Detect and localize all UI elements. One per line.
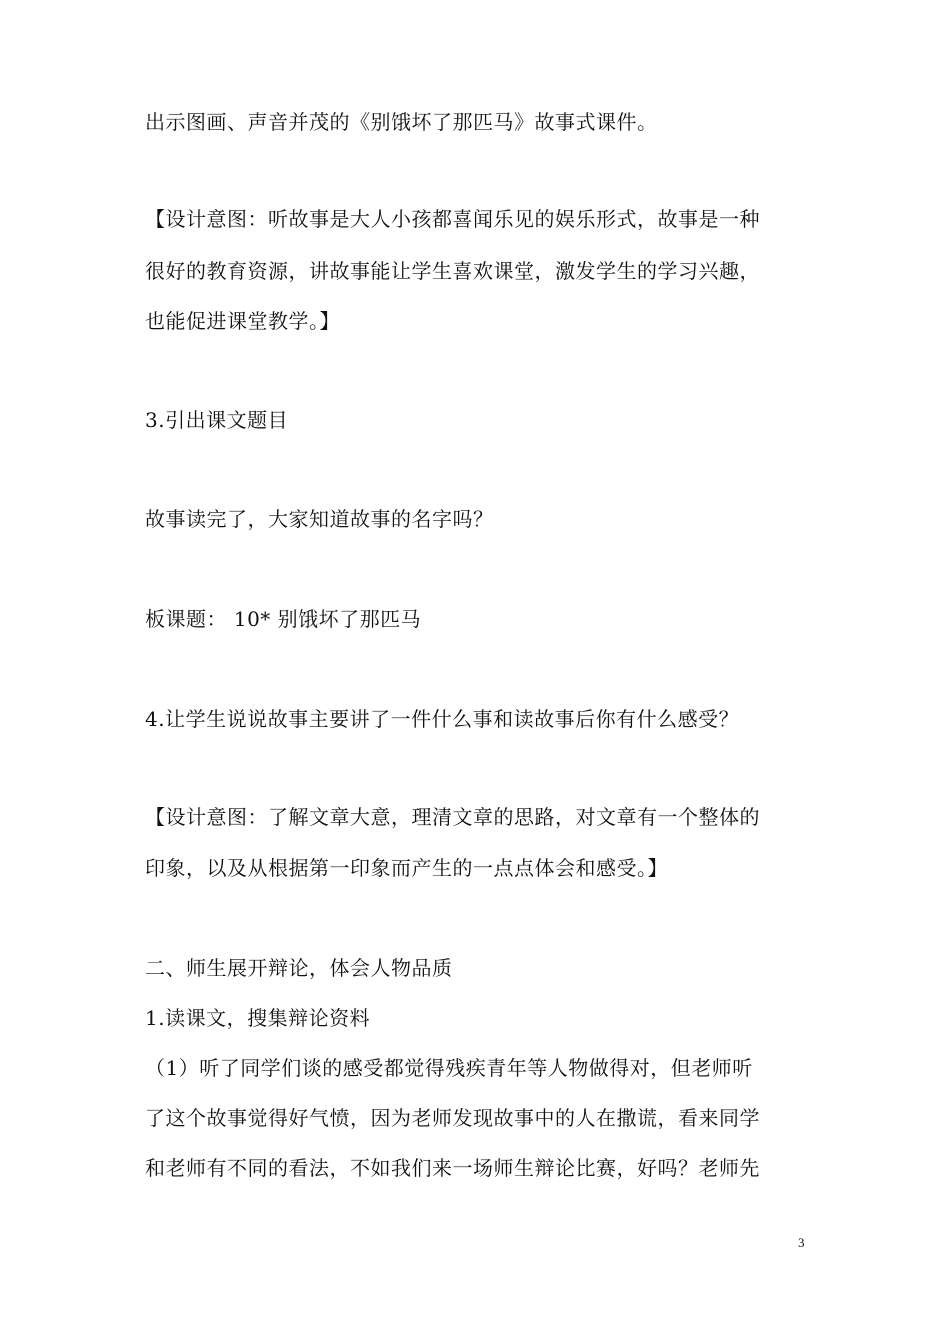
text-line-paragraph-1a: （1）听了同学们谈的感受都觉得残疾青年等人物做得对，但老师听 (145, 1056, 753, 1080)
text-line-paragraph-1b: 了这个故事觉得好气愤，因为老师发现故事中的人在撒谎，看来同学 (145, 1106, 760, 1130)
text-line-courseware: 出示图画、声音并茂的《别饿坏了那匹马》故事式课件。 (145, 110, 658, 134)
text-line-step-4: 4.让学生说说故事主要讲了一件什么事和读故事后你有什么感受？ (145, 707, 740, 731)
text-line-design-intent-2b: 印象，以及从根据第一印象而产生的一点点体会和感受。】 (145, 856, 668, 880)
text-line-design-intent-1b: 很好的教育资源，讲故事能让学生喜欢课堂，激发学生的学习兴趣， (145, 259, 760, 283)
text-line-design-intent-1c: 也能促进课堂教学。】 (145, 309, 340, 333)
text-line-step-1: 1.读课文，搜集辩论资料 (145, 1006, 371, 1030)
text-line-design-intent-2a: 【设计意图：了解文章大意，理清文章的思路，对文章有一个整体的 (145, 805, 760, 829)
page-number: 3 (798, 1235, 805, 1250)
text-line-step-3: 3.引出课文题目 (145, 408, 289, 432)
text-line-paragraph-1c: 和老师有不同的看法，不如我们来一场师生辩论比赛，好吗？老师先 (145, 1156, 760, 1180)
text-line-board-title: 板课题： 10* 别饿坏了那匹马 (145, 607, 422, 631)
text-line-design-intent-1a: 【设计意图：听故事是大人小孩都喜闻乐见的娱乐形式，故事是一种 (145, 207, 760, 231)
text-line-section-2-heading: 二、师生展开辩论，体会人物品质 (145, 956, 453, 980)
text-line-story-question: 故事读完了，大家知道故事的名字吗？ (145, 507, 494, 531)
